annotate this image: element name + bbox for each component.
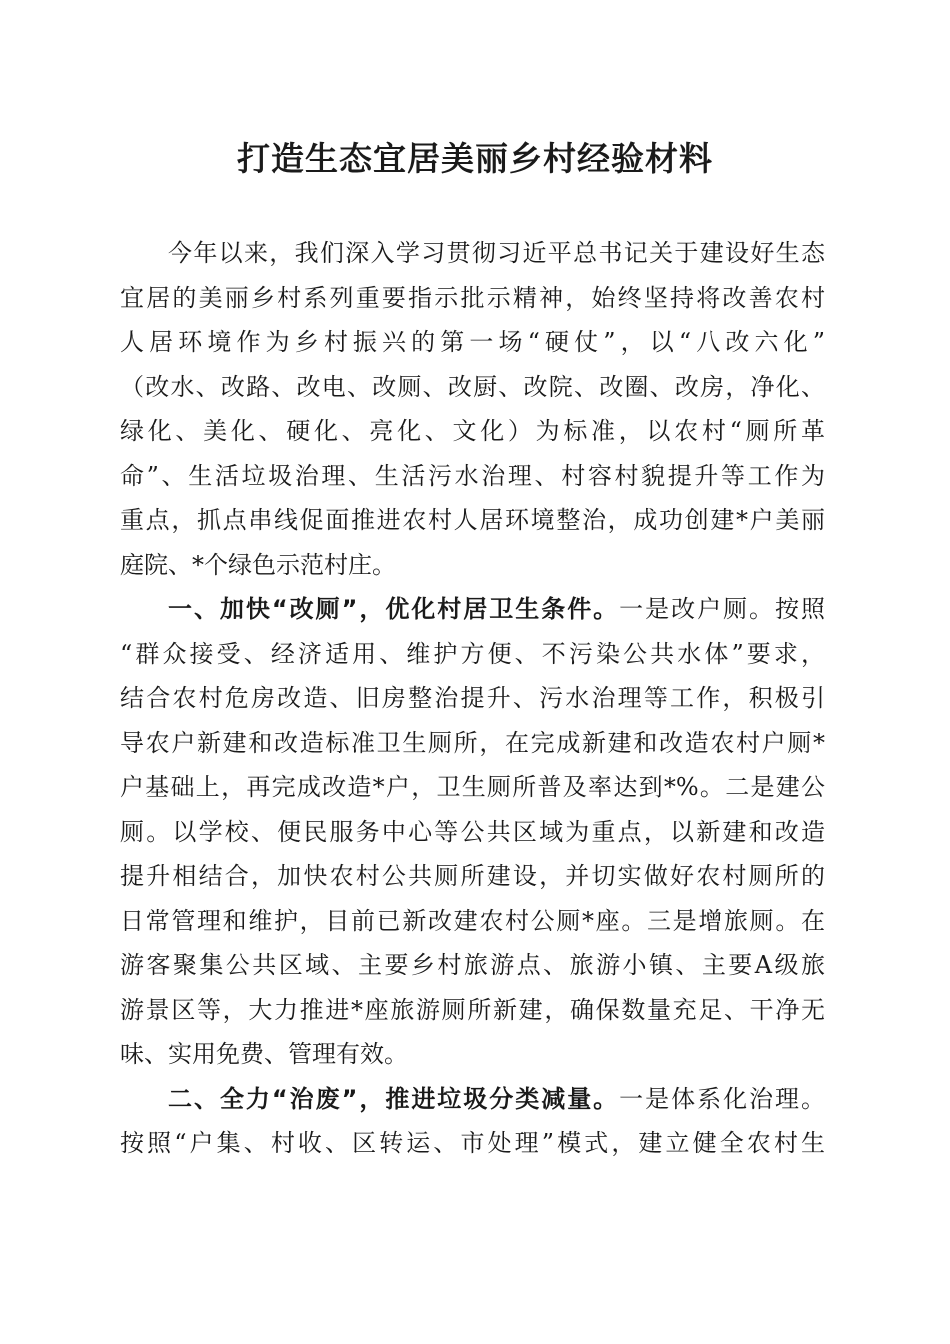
section1-line: 日常管理和维护，目前已新改建农村公厕*座。三是增旅厕。在 (120, 906, 825, 935)
section2-heading: 二、全力“治废”，推进垃圾分类减量。 (168, 1084, 620, 1113)
section1-line: “群众接受、经济适用、维护方便、不污染公共水体”要求， (120, 639, 825, 668)
intro-line: 绿化、美化、硬化、亮化、文化）为标准，以农村“厕所革 (120, 417, 825, 445)
intro-line: 今年以来，我们深入学习贯彻习近平总书记关于建设好生态 (168, 239, 825, 267)
document-body (120, 231, 825, 1166)
document-title: 打造生态宜居美丽乡村经验材料 (237, 139, 713, 178)
section2-line: 按照“户集、村收、区转运、市处理”模式，建立健全农村生 (120, 1129, 825, 1157)
intro-line: 命”、生活垃圾治理、生活污水治理、村容村貌提升等工作为 (120, 461, 825, 490)
section2-first-line-text: 一是体系化治理。 (619, 1084, 826, 1113)
intro-line: 重点，抓点串线促面推进农村人居环境整治，成功创建*户美丽 (120, 506, 825, 534)
section1-line: 结合农村危房改造、旧房整治提升、污水治理等工作，积极引 (120, 684, 825, 712)
intro-line: 宜居的美丽乡村系列重要指示批示精神，始终坚持将改善农村 (120, 283, 825, 312)
section1-line: 游客聚集公共区域、主要乡村旅游点、旅游小镇、主要A级旅 (120, 951, 825, 979)
section1-line: 厕。以学校、便民服务中心等公共区域为重点，以新建和改造 (120, 817, 825, 846)
section2-first-line (120, 1077, 825, 1122)
section1-first-line-text: 一是改户厕。按照 (619, 595, 826, 623)
section1-heading: 一、加快“改厕”，优化村居卫生条件。 (168, 595, 620, 623)
intro-line: 人居环境作为乡村振兴的第一场“硬仗”，以“八改六化” (120, 328, 825, 356)
section1-line: 导农户新建和改造标准卫生厕所，在完成新建和改造农村户厕* (120, 728, 825, 757)
intro-line: 庭院、*个绿色示范村庄。 (120, 550, 396, 579)
intro-line: （改水、改路、改电、改厕、改厨、改院、改圈、改房，净化、 (120, 372, 825, 401)
section1-first-line (120, 587, 825, 632)
section1-line: 游景区等，大力推进*座旅游厕所新建，确保数量充足、干净无 (120, 995, 825, 1024)
section1-line: 户基础上，再完成改造*户，卫生厕所普及率达到*%。二是建公 (120, 773, 825, 801)
section1-line: 味、实用免费、管理有效。 (120, 1040, 408, 1068)
section1-line: 提升相结合，加快农村公共厕所建设，并切实做好农村厕所的 (120, 862, 825, 890)
